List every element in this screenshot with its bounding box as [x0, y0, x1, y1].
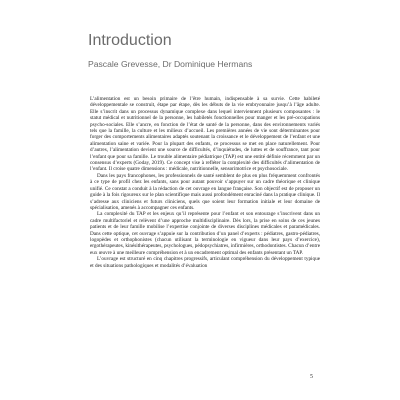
- chapter-title: Introduction: [88, 32, 172, 49]
- paragraph: L’ouvrage est structuré en cinq chapitres progressifs, articulant compréhension du développement typique et des situations pathologiques et modalités d’évaluation: [90, 256, 320, 269]
- paragraph: La complexité du TAP et les enjeux qu’il représente pour l’enfant et son entourage s’inscrivent dans un cadre multifactoriel et relèvent d’une approche multidisciplinaire. Dès lors, la prise en soins de ces jeunes patients et de leur famille mobilise l’expertise conjointe de diverses disciplines médicales et paramédicales. Dans cette optique, cet ouvrage s’appuie sur la contribution d’un panel d’experts : pédiatres, gastro-pédiatres, logopèdes et orthophonistes (chacun utilisant la terminologie en vigueur dans leur pays d’exercice), ergothérapeutes, kinésithérapeutes, psychologues, pédopsychiatres, infirmières, orthodontistes. Chacun d’entre eux œuvre à une meilleure compréhension et à un encadrement optimal des enfants présentant un TAP.: [90, 211, 320, 256]
- page-number: 5: [310, 374, 313, 380]
- body-text: [90, 96, 320, 269]
- paragraph: Dans les pays francophones, les professionnels de santé semblent de plus en plus fréquemment confrontés à ce type de profil chez les enfants, sans pour autant pouvoir s’appuyer sur un cadre théorique et clinique unifié. Ce constat a conduit à la rédaction de cet ouvrage en langue française. Son objectif est de proposer un guide à la fois rigoureux sur le plan scientifique mais aussi profondément enraciné dans la pratique clinique. Il s’adresse aux cliniciens et futurs cliniciens, quels que soient leur formation initiale et leur domaine de spécialisation, amenés à accompagner ces enfants.: [90, 172, 320, 211]
- paragraph: L’alimentation est un besoin primaire de l’être humain, indispensable à sa survie. Cette habileté développementale se construit, étape par étape, dès les débuts de la vie embryonnaire jusqu’à l’âge adulte. Elle s’inscrit dans un processus dynamique complexe dans lequel interviennent plusieurs composantes : le statut médical et nutritionnel de la personne, les habiletés fonctionnelles pour manger et les pré-occupations psycho-sociales. Elle s’ancre, en fonction de l’état de santé de la personne, dans des environnements variés tels que la famille, la culture et les milieux d’accueil. Les premières années de vie sont déterminantes pour forger des comportements alimentaires adaptés soutenant la croissance et le développement de l’enfant et une alimentation saine et variée. Pour la plupart des enfants, ce processus se met en place naturellement. Pour d’autres, l’alimentation devient une source de difficultés, d’inquiétudes, de luttes et de souffrance, tant pour l’enfant que pour sa famille. Le trouble alimentaire pédiatrique (TAP) est une entité définie récemment par un consensus d’experts (Goday, 2019). Ce concept vise à refléter la complexité des difficultés d’alimentation de l’enfant. Il croise quatre dimensions : médicale, nutritionnelle, sensorimotrice et psychosociale.: [90, 96, 320, 173]
- chapter-authors: Pascale Grevesse, Dr Dominique Hermans: [88, 59, 253, 69]
